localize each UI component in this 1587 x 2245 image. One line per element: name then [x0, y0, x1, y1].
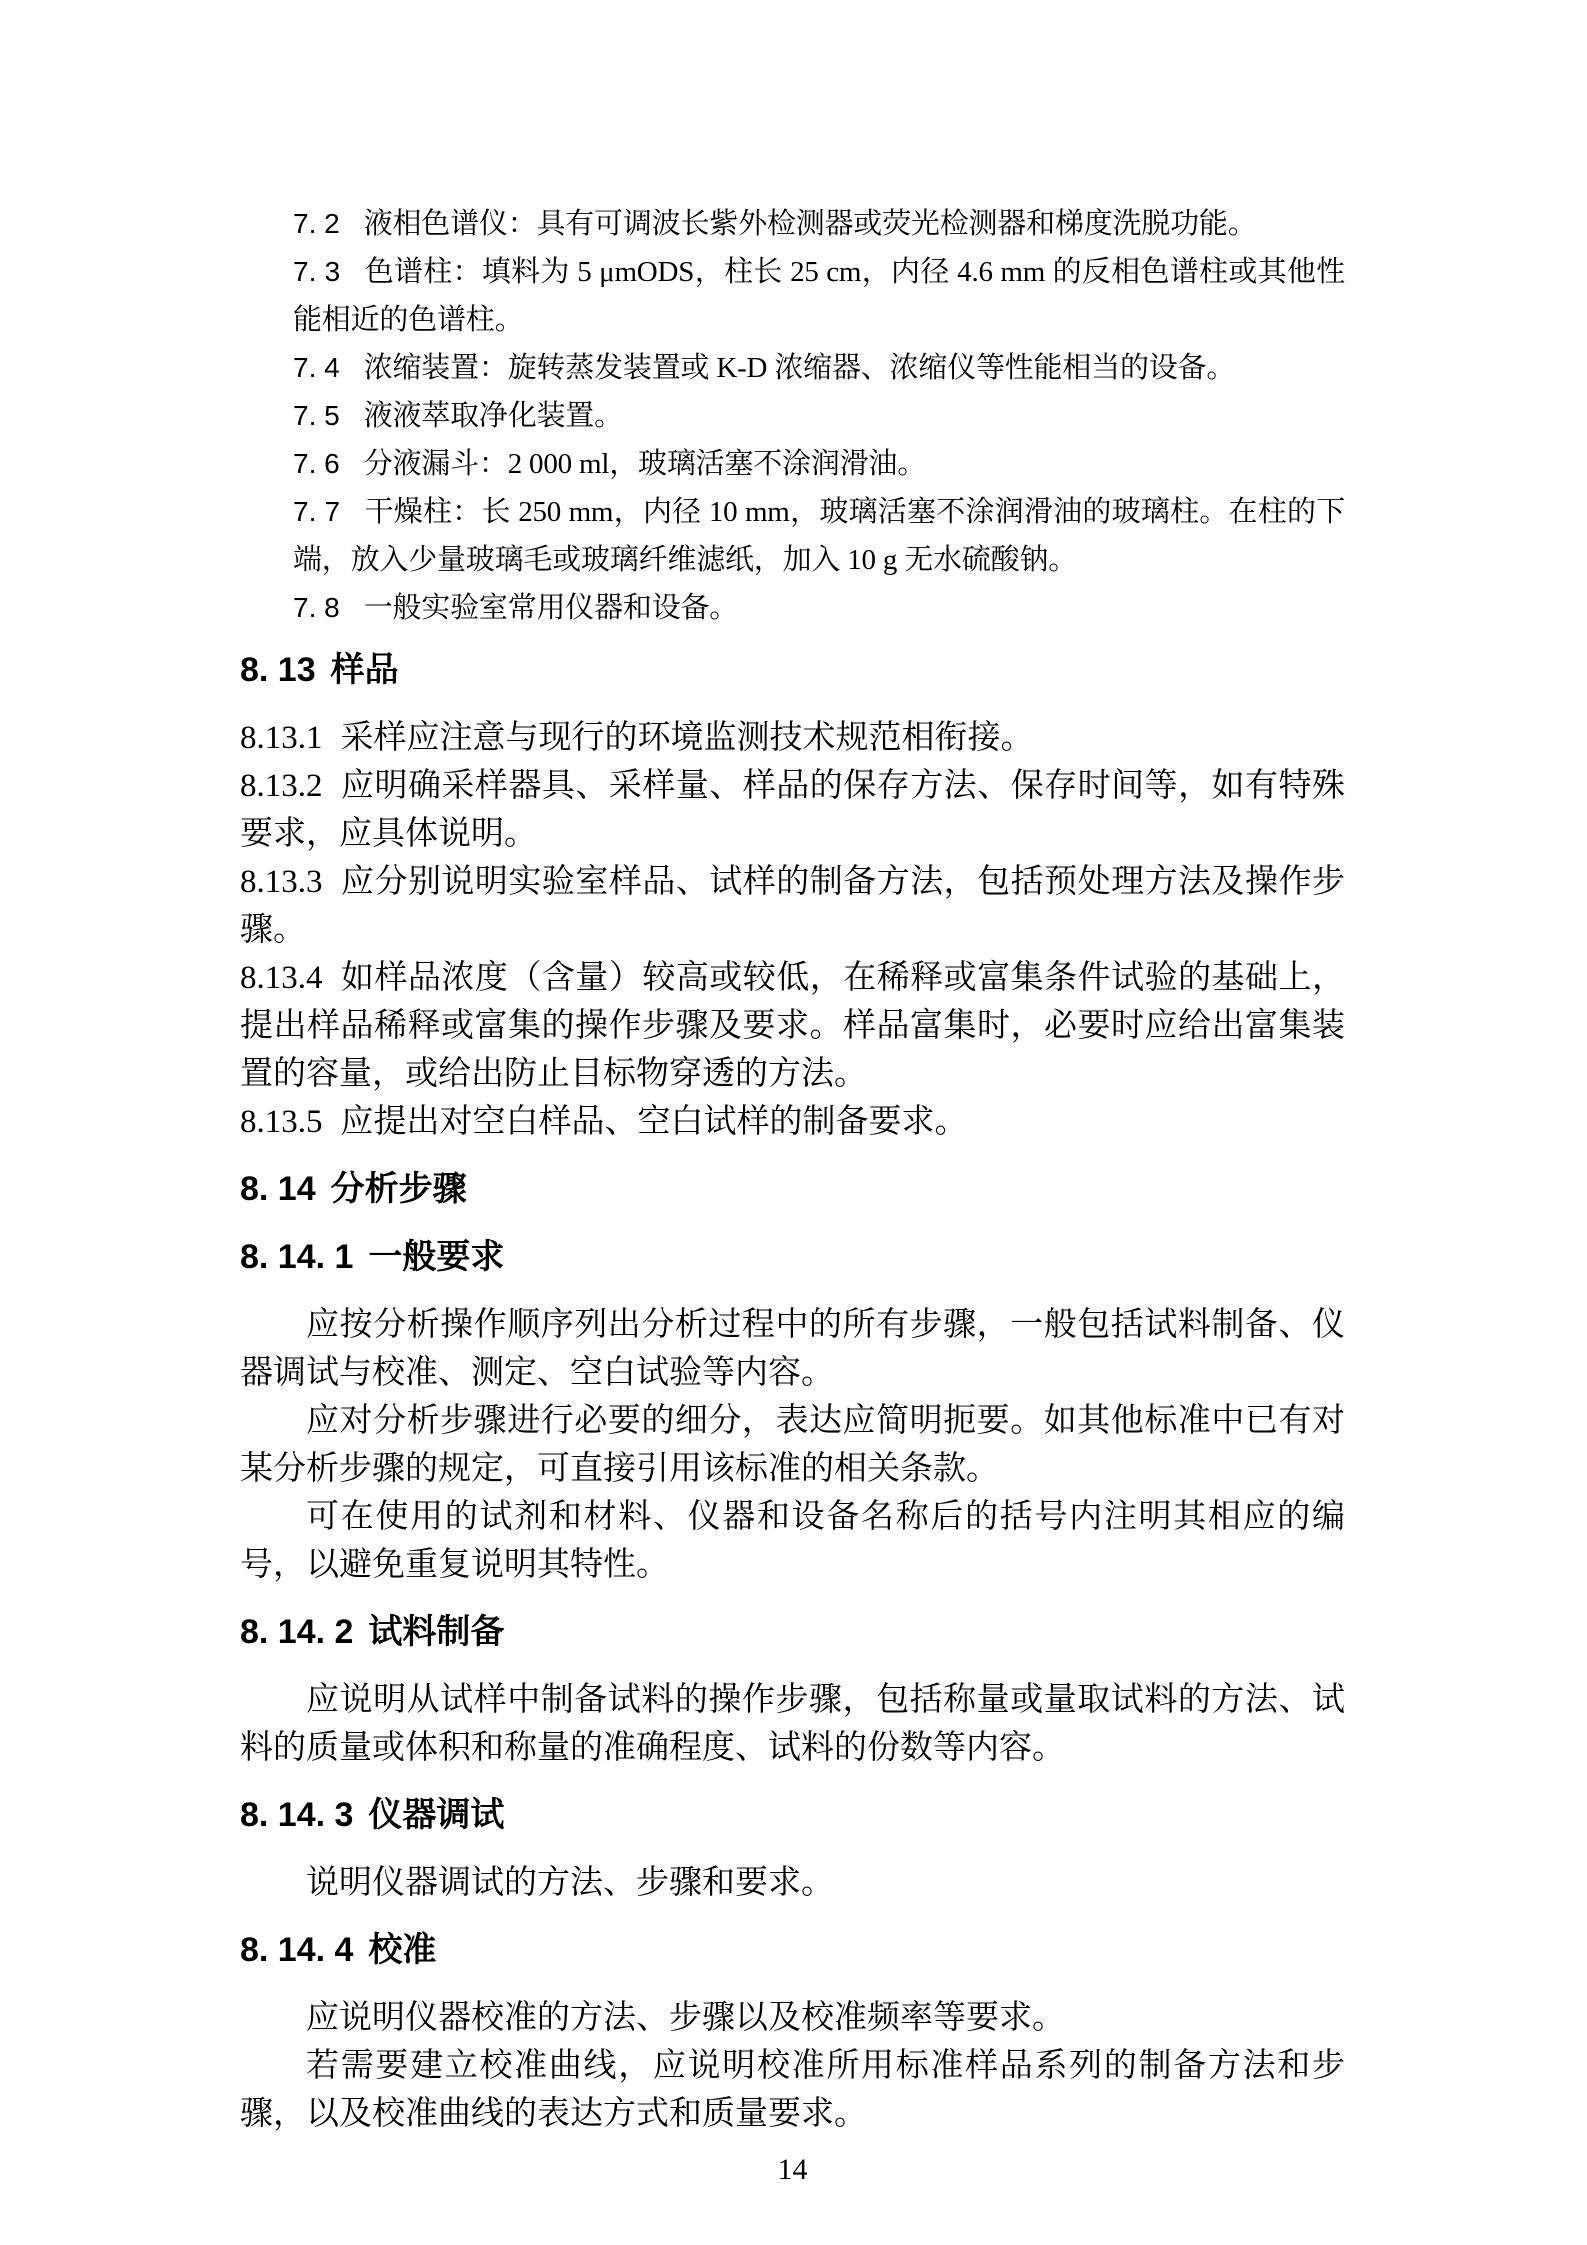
clause-item-7-7: [293, 488, 1345, 584]
clause-text: 浓缩装置：旋转蒸发装置或 K-D 浓缩器、浓缩仪等性能相当的设备。: [363, 352, 1236, 384]
section-number: 8. 14. 2: [240, 1613, 354, 1651]
clause-number: 7. 3: [293, 256, 341, 287]
clause-item-7-6: [293, 440, 1345, 488]
clause-text: 分液漏斗：2 000 ml，玻璃活塞不涂润滑油。: [363, 448, 927, 480]
section-heading-8-14-2: [240, 1608, 1345, 1656]
section-title: 试料制备: [368, 1613, 505, 1651]
clause-text: 液相色谱仪：具有可调波长紫外检测器或荧光检测器和梯度洗脱功能。: [363, 208, 1257, 240]
clause-number: 8.13.5: [240, 1104, 323, 1140]
clause-item-7-8: [293, 584, 1345, 632]
paragraph-8-13-1: [240, 714, 1345, 762]
paragraph-8-13-3: [240, 858, 1345, 954]
clause-item-7-5: [293, 392, 1345, 440]
section-title: 校准: [368, 1931, 437, 1969]
paragraph: 可在使用的试剂和材料、仪器和设备名称后的括号内注明其相应的编号，以避免重复说明其特性。: [240, 1499, 1345, 1583]
clause-item-7-4: [293, 344, 1345, 392]
paragraph-8-13-5: [240, 1098, 1345, 1146]
clause-item-7-3: [293, 248, 1345, 344]
clause-number: 7. 5: [293, 400, 340, 431]
section-heading-8-14-4: [240, 1926, 1345, 1974]
section-number: 8. 13: [240, 651, 316, 689]
clause-item-7-2: [293, 200, 1345, 248]
clause-text: 液液萃取净化装置。: [363, 400, 623, 432]
section-heading-8-13: [240, 646, 1345, 694]
clause-number: 7. 8: [293, 592, 340, 623]
clause-number: 7. 7: [293, 496, 341, 527]
section-number: 8. 14: [240, 1170, 316, 1208]
page-number: 14: [777, 2153, 808, 2186]
clause-number: 8.13.1: [240, 720, 323, 756]
paragraph-text: 应分别说明实验室样品、试样的制备方法，包括预处理方法及操作步骤。: [240, 864, 1345, 948]
section-heading-8-14-3: [240, 1791, 1345, 1839]
section-number: 8. 14. 3: [240, 1796, 354, 1834]
section-heading-8-14: [240, 1165, 1345, 1213]
paragraph-8-13-2: [240, 762, 1345, 858]
page-footer: [240, 2146, 1345, 2194]
paragraph: 说明仪器调试的方法、步骤和要求。: [306, 1865, 834, 1901]
paragraph-text: 采样应注意与现行的环境监测技术规范相衔接。: [340, 720, 1034, 756]
section-heading-8-14-1: [240, 1233, 1345, 1281]
paragraph: 应说明仪器校准的方法、步骤以及校准频率等要求。: [306, 2000, 1065, 2036]
clause-number: 8.13.3: [240, 864, 323, 900]
clause-text: 色谱柱：填料为 5 μmODS，柱长 25 cm，内径 4.6 mm 的反相色谱柱或其他性能相近的色谱柱。: [293, 256, 1346, 336]
section-title: 一般要求: [368, 1238, 505, 1276]
paragraph-8-13-4: [240, 954, 1345, 1098]
paragraph-text: 应提出对空白样品、空白试样的制备要求。: [340, 1104, 968, 1140]
section-title: 样品: [330, 651, 399, 689]
clause-number: 7. 2: [293, 208, 340, 239]
section-title: 仪器调试: [368, 1796, 505, 1834]
paragraph: 应按分析操作顺序列出分析过程中的所有步骤，一般包括试料制备、仪器调试与校准、测定、空白试验等内容。: [240, 1307, 1345, 1391]
paragraph-text: 应明确采样器具、采样量、样品的保存方法、保存时间等，如有特殊要求，应具体说明。: [240, 768, 1345, 852]
section-number: 8. 14. 4: [240, 1931, 354, 1969]
clause-number: 7. 4: [293, 352, 340, 383]
paragraph-text: 如样品浓度（含量）较高或较低，在稀释或富集条件试验的基础上，提出样品稀释或富集的操作步骤及要求。样品富集时，必要时应给出富集装置的容量，或给出防止目标物穿透的方法。: [240, 960, 1345, 1092]
section-number: 8. 14. 1: [240, 1238, 354, 1276]
clause-number: 8.13.2: [240, 768, 323, 804]
paragraph: 应对分析步骤进行必要的细分，表达应简明扼要。如其他标准中已有对某分析步骤的规定，可直接引用该标准的相关条款。: [240, 1403, 1345, 1487]
section-title: 分析步骤: [330, 1170, 467, 1208]
paragraph: 若需要建立校准曲线，应说明校准所用标准样品系列的制备方法和步骤，以及校准曲线的表达方式和质量要求。: [240, 2048, 1345, 2132]
clause-7-example-block: [293, 200, 1345, 632]
clause-text: 一般实验室常用仪器和设备。: [363, 592, 739, 624]
paragraph: 应说明从试样中制备试料的操作步骤，包括称量或量取试料的方法、试料的质量或体积和称量的准确程度、试料的份数等内容。: [240, 1682, 1345, 1766]
clause-text: 干燥柱：长 250 mm，内径 10 mm，玻璃活塞不涂润滑油的玻璃柱。在柱的下端，放入少量玻璃毛或玻璃纤维滤纸，加入 10 g 无水硫酸钠。: [293, 496, 1346, 576]
clause-number: 7. 6: [293, 448, 340, 479]
clause-number: 8.13.4: [240, 960, 323, 996]
